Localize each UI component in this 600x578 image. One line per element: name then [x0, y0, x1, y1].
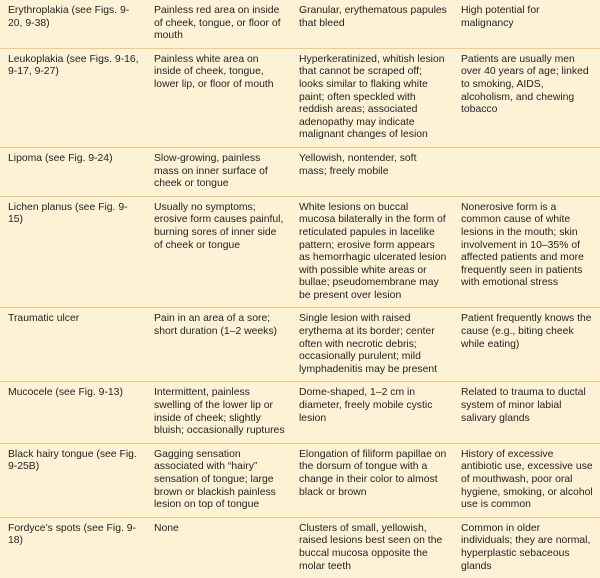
cell-notes: Related to trauma to ductal system of minor labial salivary glands [461, 387, 586, 424]
cell-appearance: Granular, erythematous papules that bleed [299, 5, 447, 29]
cell-condition: Black hairy tongue (see Fig. 9-25B) [8, 448, 137, 473]
cell-appearance: Yellowish, nontender, soft mass; freely mobile [299, 152, 417, 177]
cell-condition: Traumatic ulcer [8, 313, 80, 325]
cell-condition: Leukoplakia (see Figs. 9-16, 9-17, 9-27) [8, 53, 139, 78]
cell-appearance: Clusters of small, yellowish, raised lesions best seen on the buccal mucosa opposite the molar teeth [299, 522, 443, 572]
cell-condition: Lipoma (see Fig. 9-24) [8, 152, 113, 164]
cell-appearance: Dome-shaped, 1–2 cm in diameter, freely mobile cystic lesion [299, 387, 433, 424]
cell-notes: Patients are usually men over 40 years of age; linked to smoking, AIDS, alcoholism, and chewing tobacco [461, 53, 589, 116]
cell-symptoms: Slow-growing, painless mass on inner surface of cheek or tongue [154, 152, 268, 190]
cell-symptoms: Gagging sensation associated with “hairy” sensation of tongue; large brown or blackish painless lesion on top of tongue [154, 448, 276, 511]
table-row [0, 0, 600, 48]
cell-symptoms: None [154, 522, 179, 534]
cell-appearance: Hyperkeratinized, whitish lesion that cannot be scraped off; looks similar to flaking white paint; often speckled with reddish areas; associated adenopathy may indicate malignant changes of lesion [299, 53, 445, 141]
cell-condition: Fordyce’s spots (see Fig. 9-18) [8, 522, 137, 547]
cell-symptoms: Pain in an area of a sore; short duration (1–2 weeks) [154, 313, 278, 338]
cell-condition: Mucocele (see Fig. 9-13) [8, 387, 123, 399]
table-row [0, 517, 600, 578]
cell-notes: Nonerosive form is a common cause of white lesions in the mouth; skin involvement in 10–35% of affected patients and more frequently seen in patients with emotional stress [461, 201, 584, 289]
cell-appearance: Elongation of filiform papillae on the dorsum of tongue with a change in their color to almost black or brown [299, 448, 447, 498]
table-row [0, 147, 600, 196]
table-row [0, 382, 600, 443]
table-row [0, 48, 600, 147]
cell-notes [453, 147, 600, 196]
cell-condition: Erythroplakia (see Figs. 9-20, 9-38) [8, 5, 130, 29]
cell-notes: History of excessive antibiotic use, excessive use of mouthwash, poor oral hygiene, smoking, or alcohol use is common [461, 448, 593, 511]
cell-appearance: White lesions on buccal mucosa bilaterally in the form of reticulated papules in lacelike pattern; erosive form appears as hemorrhagic ulcerated lesion with possible white areas or bullae; pseudomembrane may be present over lesion [299, 201, 447, 301]
table-row [0, 308, 600, 382]
cell-notes: Patient frequently knows the cause (e.g., biting cheek while eating) [461, 313, 592, 350]
cell-symptoms: Intermittent, painless swelling of the lower lip or inside of cheek; slightly bluish; occasionally ruptures [154, 387, 285, 437]
cell-notes: High potential for malignancy [461, 5, 540, 29]
cell-symptoms: Painless red area on inside of cheek, tongue, or floor of mouth [154, 5, 281, 42]
table-row [0, 443, 600, 517]
cell-symptoms: Painless white area on inside of cheek, tongue, lower lip, or floor of mouth [154, 53, 274, 90]
cell-condition: Lichen planus (see Fig. 9-15) [8, 201, 128, 226]
cell-appearance: Single lesion with raised erythema at its border; center often with necrotic debris; occasionally purulent; mild lymphadenitis may be present [299, 313, 438, 375]
cell-notes: Common in older individuals; they are normal, hyperplastic sebaceous glands [461, 522, 591, 572]
cell-symptoms: Usually no symptoms; erosive form causes painful, burning sores of inner side of cheek or tongue [154, 201, 284, 251]
table-row [0, 196, 600, 308]
